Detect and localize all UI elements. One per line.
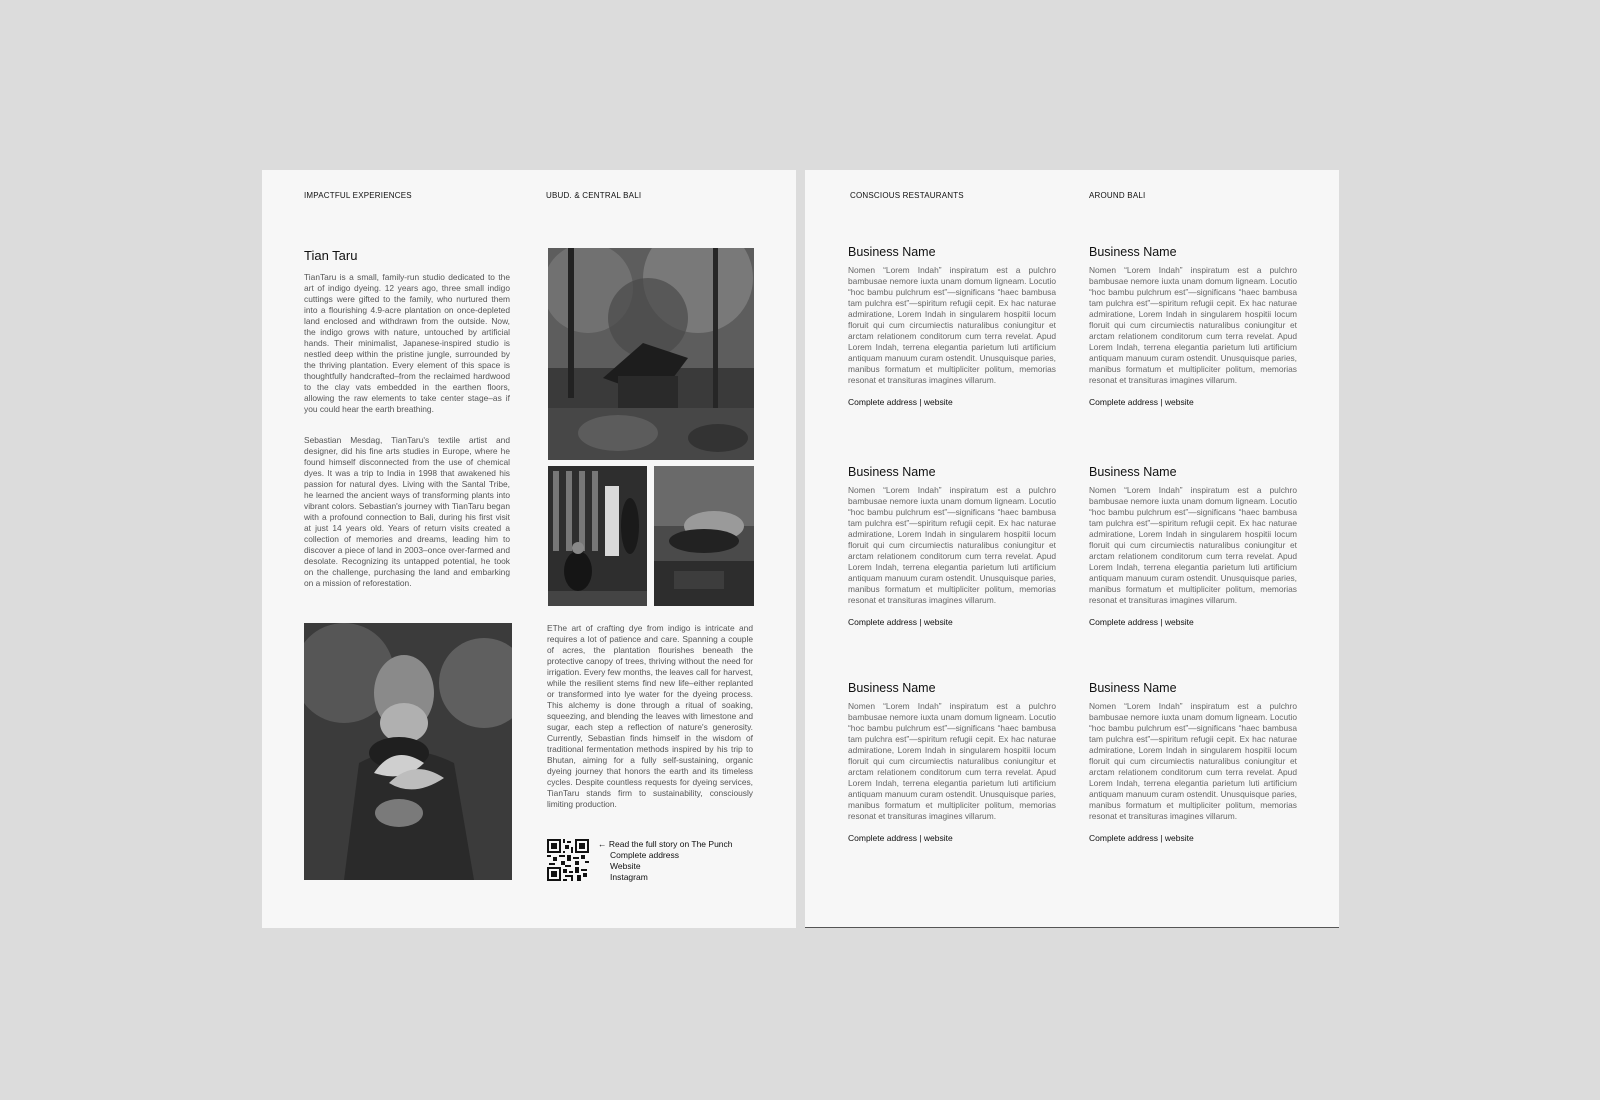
business-address-link[interactable]: Complete address | website — [848, 833, 953, 843]
address-link[interactable]: Complete address — [610, 850, 679, 860]
business-listing — [1089, 245, 1297, 407]
business-description: Nomen “Lorem Indah” inspiratum est a pulchro bambusae nemore iuxta unam domum ligneam. Locutio “hoc bambu pulchrum est”—significans “haec bambusa tam pulchra est”—spiritum refugii cepit. Ex hac naturae admiratione, Lorem Indah in singularem hospitii locum floruit qui cum circumiectis naturalibus coniungitur et arctam relationem conditorum cum terra revelat. Apud Lorem Indah, terrena elegantia parietum luti artificium antiquam manuum curam ostendit. Unusquisque paries, manibus formatum et multipliciter politum, memorias resonat et transituras imagines villarum. — [848, 701, 1056, 821]
business-listing — [848, 681, 1056, 843]
left-page — [262, 170, 796, 928]
business-description: Nomen “Lorem Indah” inspiratum est a pulchro bambusae nemore iuxta unam domum ligneam. Locutio “hoc bambu pulchrum est”—significans “haec bambusa tam pulchra est”—spiritum refugii cepit. Ex hac naturae admiratione, Lorem Indah in singularem hospitii locum floruit qui cum circumiectis naturalibus coniungitur et arctam relationem conditorum cum terra revelat. Apud Lorem Indah, terrena elegantia parietum luti artificium antiquam manuum curam ostendit. Unusquisque paries, manibus formatum et multipliciter politum, memorias resonat et transituras imagines villarum. — [1089, 701, 1297, 821]
business-address-link[interactable]: Complete address | website — [848, 397, 953, 407]
read-full-story-link[interactable]: ← Read the full story on The Punch — [598, 839, 733, 849]
qr-code[interactable] — [547, 839, 589, 881]
business-listing — [848, 245, 1056, 407]
business-address-link[interactable]: Complete address | website — [1089, 833, 1194, 843]
business-description: Nomen “Lorem Indah” inspiratum est a pulchro bambusae nemore iuxta unam domum ligneam. Locutio “hoc bambu pulchrum est”—significans “haec bambusa tam pulchra est”—spiritum refugii cepit. Ex hac naturae admiratione, Lorem Indah in singularem hospitii locum floruit qui cum circumiectis naturalibus coniungitur et arctam relationem conditorum cum terra revelat. Apud Lorem Indah, terrena elegantia parietum luti artificium antiquam manuum curam ostendit. Unusquisque paries, manibus formatum et multipliciter politum, memorias resonat et transituras imagines villarum. — [1089, 265, 1297, 385]
website-link[interactable]: Website — [610, 861, 641, 871]
business-name: Business Name — [848, 245, 936, 259]
story-links — [598, 839, 733, 883]
running-header-left: IMPACTFUL EXPERIENCES — [304, 191, 412, 200]
business-address-link[interactable]: Complete address | website — [848, 617, 953, 627]
article-paragraph-1: TianTaru is a small, family-run studio dedicated to the art of indigo dyeing. 12 years ago, three small indigo cuttings were gifted to the family, who nurtured them into a flourishing 4.9-acre plantation on once-depleted land enclosed and withdrawn from the outside. Now, the indigo grows with nature, untouched by artificial hands. Their minimalist, Japanese-inspired studio is nestled deep within the pristine jungle, surrounded by the thriving plantation. Every element of this space is thoughtfully handcrafted–from the reclaimed hardwood to the clay vats embedded in the earthen floors, allowing the raw elements to take center stage–as if you could hear the earth breathing. — [304, 272, 510, 414]
right-page — [805, 170, 1339, 928]
indigo-hands-photo — [654, 466, 754, 606]
business-listing — [1089, 465, 1297, 627]
business-address-link[interactable]: Complete address | website — [1089, 397, 1194, 407]
business-name: Business Name — [1089, 681, 1177, 695]
article-paragraph-2: Sebastian Mesdag, TianTaru's textile artist and designer, did his fine arts studies in Europe, where he found himself disconnected from the use of chemical dyes. It was a trip to India in 1998 that awakened his passion for natural dyes. Living with the Santal Tribe, he learned the ancient ways of transforming plants into vibrant colors. Sebastian's journey with TianTaru began with a profound connection to Bali, during his first visit at just 14 years old. Years of return visits created a collection of memories and dreams, leading him to discover a piece of land in 2003–once over-farmed and desolate. Recognizing its untapped potential, he took on the challenge, purchasing the land and embarking on a mission of reforestation. — [304, 435, 510, 588]
studio-interior-photo — [548, 466, 647, 606]
forest-hut-photo — [548, 248, 754, 460]
business-name: Business Name — [848, 465, 936, 479]
business-name: Business Name — [848, 681, 936, 695]
business-description: Nomen “Lorem Indah” inspiratum est a pulchro bambusae nemore iuxta unam domum ligneam. Locutio “hoc bambu pulchrum est”—significans “haec bambusa tam pulchra est”—spiritum refugii cepit. Ex hac naturae admiratione, Lorem Indah in singularem hospitii locum floruit qui cum circumiectis naturalibus coniungitur et arctam relationem conditorum cum terra revelat. Apud Lorem Indah, terrena elegantia parietum luti artificium antiquam manuum curam ostendit. Unusquisque paries, manibus formatum et multipliciter politum, memorias resonat et transituras imagines villarum. — [848, 265, 1056, 385]
business-listing — [1089, 681, 1297, 843]
portrait-photo — [304, 623, 512, 880]
article-title: Tian Taru — [304, 248, 358, 263]
running-header-right: UBUD. & CENTRAL BALI — [546, 191, 642, 200]
business-name: Business Name — [1089, 465, 1177, 479]
running-header-right: AROUND BALI — [1089, 191, 1146, 200]
business-listing — [848, 465, 1056, 627]
running-header-left: CONSCIOUS RESTAURANTS — [850, 191, 964, 200]
business-description: Nomen “Lorem Indah” inspiratum est a pulchro bambusae nemore iuxta unam domum ligneam. Locutio “hoc bambu pulchrum est”—significans “haec bambusa tam pulchra est”—spiritum refugii cepit. Ex hac naturae admiratione, Lorem Indah in singularem hospitii locum floruit qui cum circumiectis naturalibus coniungitur et arctam relationem conditorum cum terra revelat. Apud Lorem Indah, terrena elegantia parietum luti artificium antiquam manuum curam ostendit. Unusquisque paries, manibus formatum et multipliciter politum, memorias resonat et transituras imagines villarum. — [848, 485, 1056, 605]
business-address-link[interactable]: Complete address | website — [1089, 617, 1194, 627]
business-name: Business Name — [1089, 245, 1177, 259]
instagram-link[interactable]: Instagram — [610, 872, 648, 882]
article-paragraph-3: EThe art of crafting dye from indigo is intricate and requires a lot of patience and care. Spanning a couple of acres, the plantation flourishes beneath the protective canopy of trees, thriving without the need for irrigation. Every few months, the leaves call for harvest, while the resilient stems find new life–either replanted or transformed into lye water for the dyeing process. This alchemy is done through a ritual of soaking, squeezing, and blending the leaves with limestone and sugar, each step a reflection of nature's generosity. Currently, Sebastian finds himself in the wisdom of traditional fermentation methods inspired by his trip to Bhutan, aiming for a fully self-sustaining, organic dyeing journey that honors the earth and its timeless cycles. Despite countless requests for dyeing services, TianTaru stands firm to sustainability, consciously limiting production. — [547, 623, 753, 809]
business-description: Nomen “Lorem Indah” inspiratum est a pulchro bambusae nemore iuxta unam domum ligneam. Locutio “hoc bambu pulchrum est”—significans “haec bambusa tam pulchra est”—spiritum refugii cepit. Ex hac naturae admiratione, Lorem Indah in singularem hospitii locum floruit qui cum circumiectis naturalibus coniungitur et arctam relationem conditorum cum terra revelat. Apud Lorem Indah, terrena elegantia parietum luti artificium antiquam manuum curam ostendit. Unusquisque paries, manibus formatum et multipliciter politum, memorias resonat et transituras imagines villarum. — [1089, 485, 1297, 605]
